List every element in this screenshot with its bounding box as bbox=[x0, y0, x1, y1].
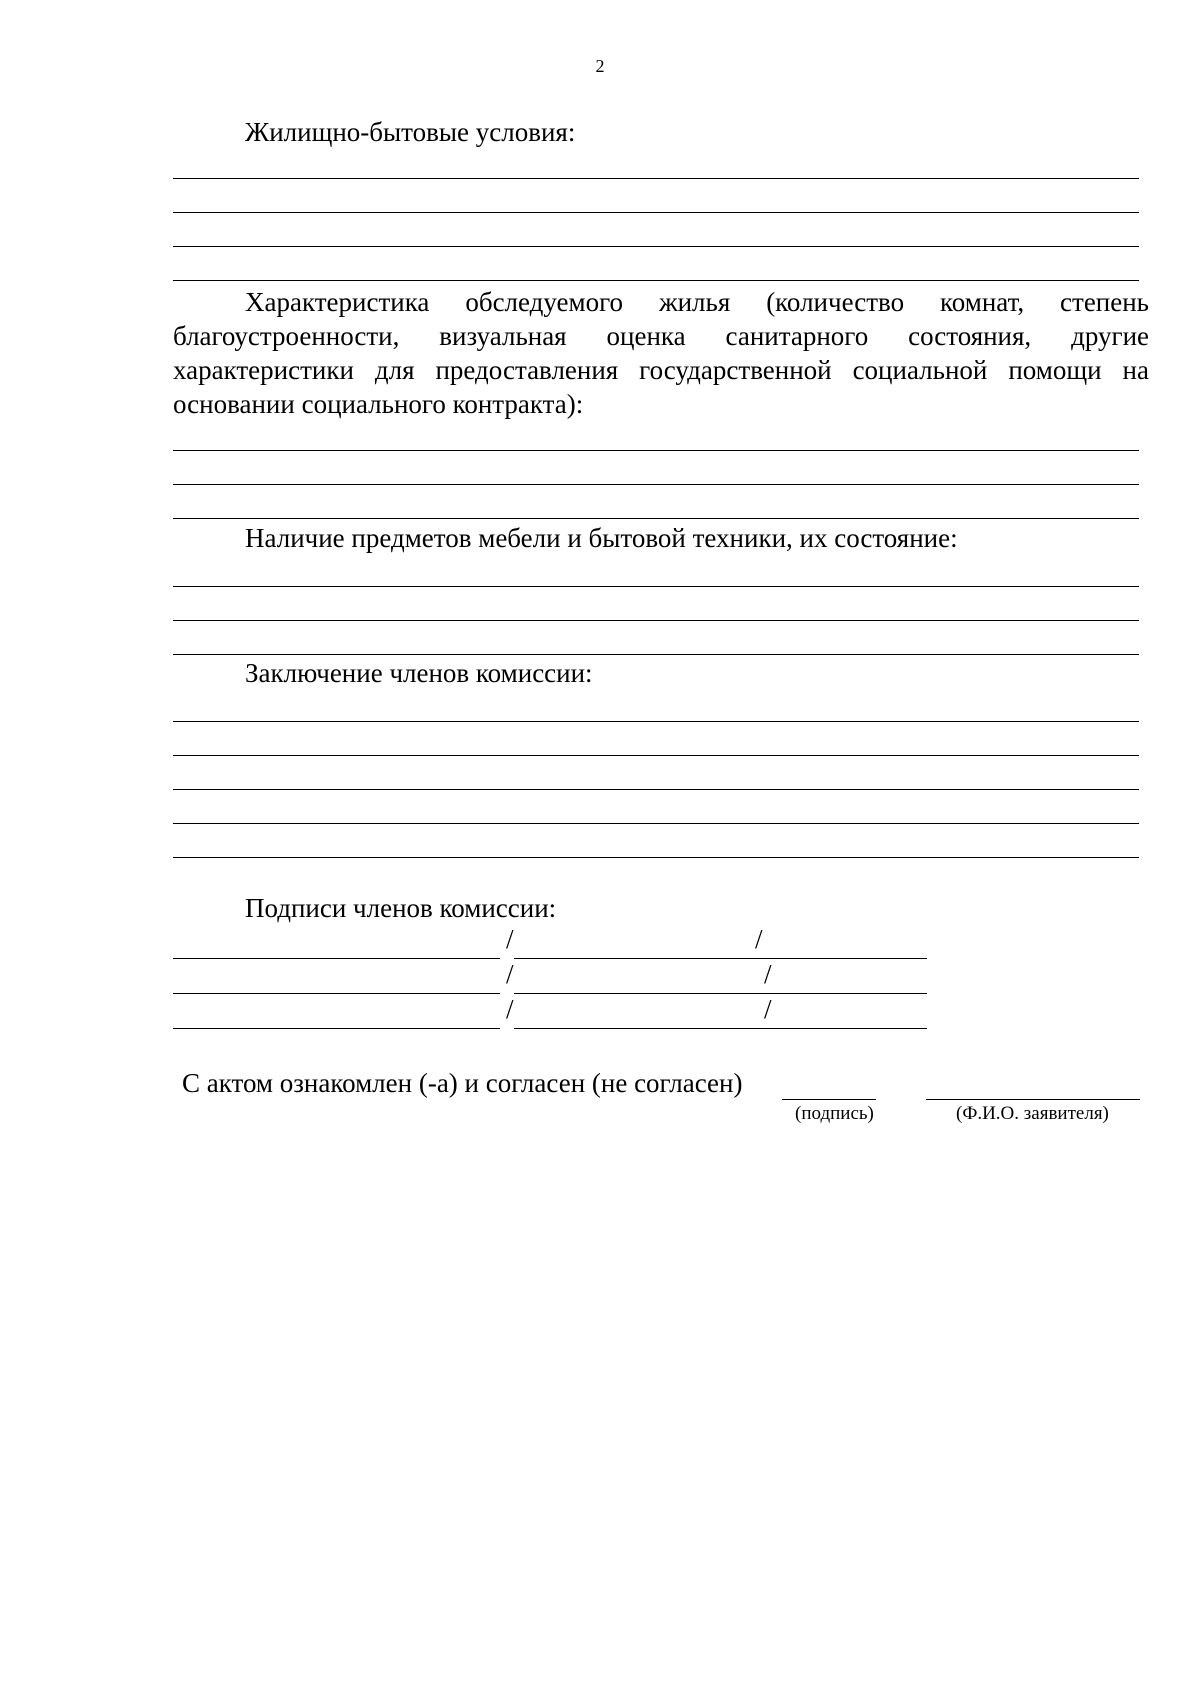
housing-line-3[interactable] bbox=[173, 518, 1139, 519]
page-number: 2 bbox=[595, 56, 605, 76]
signature-slash: / bbox=[506, 994, 514, 1024]
housing-line-2[interactable] bbox=[173, 484, 1139, 485]
applicant-name-line[interactable] bbox=[926, 1099, 1140, 1100]
member-name-line-2[interactable] bbox=[514, 993, 927, 994]
living-conditions-line-1[interactable] bbox=[173, 178, 1139, 179]
living-conditions-line-2[interactable] bbox=[173, 212, 1139, 213]
living-conditions-line-4[interactable] bbox=[173, 280, 1139, 281]
conclusion-line-3[interactable] bbox=[173, 789, 1139, 790]
conclusion-line-4[interactable] bbox=[173, 823, 1139, 824]
applicant-name-caption: (Ф.И.О. заявителя) bbox=[956, 1103, 1109, 1124]
acknowledgement-text: С актом ознакомлен (-а) и согласен (не согласен) bbox=[182, 1068, 743, 1098]
signature-line-2[interactable] bbox=[173, 993, 500, 994]
furniture-line-1[interactable] bbox=[173, 586, 1139, 587]
applicant-signature-line[interactable] bbox=[782, 1099, 876, 1100]
living-conditions-label: Жилищно-бытовые условия: bbox=[245, 117, 576, 147]
housing-line-1[interactable] bbox=[173, 450, 1139, 451]
member-name-line-3[interactable] bbox=[514, 1028, 927, 1029]
furniture-line-2[interactable] bbox=[173, 620, 1139, 621]
signature-slash: / bbox=[506, 924, 514, 954]
conclusion-line-5[interactable] bbox=[173, 857, 1139, 858]
signature-line-3[interactable] bbox=[173, 1028, 500, 1029]
conclusion-label: Заключение членов комиссии: bbox=[245, 658, 593, 688]
signature-slash: / bbox=[755, 924, 763, 954]
member-name-line-1[interactable] bbox=[514, 958, 927, 959]
signature-slash: / bbox=[764, 994, 772, 1024]
housing-characteristics-text: Характеристика обследуемого жилья (количество комнат, степень благоустроенности, визуальная оценка санитарного состояния, другие характеристики для предоставления государственной социальной помощи на основании социального контракта): bbox=[173, 287, 1149, 419]
living-conditions-line-3[interactable] bbox=[173, 246, 1139, 247]
furniture-label: Наличие предметов мебели и бытовой техники, их состояние: bbox=[245, 523, 958, 553]
signature-line-1[interactable] bbox=[173, 958, 500, 959]
signatures-label: Подписи членов комиссии: bbox=[245, 893, 557, 923]
signature-slash: / bbox=[764, 959, 772, 989]
furniture-line-3[interactable] bbox=[173, 654, 1139, 655]
conclusion-line-1[interactable] bbox=[173, 721, 1139, 722]
housing-characteristics-paragraph bbox=[173, 285, 1149, 421]
signature-caption: (подпись) bbox=[795, 1103, 874, 1124]
signature-slash: / bbox=[506, 959, 514, 989]
conclusion-line-2[interactable] bbox=[173, 755, 1139, 756]
